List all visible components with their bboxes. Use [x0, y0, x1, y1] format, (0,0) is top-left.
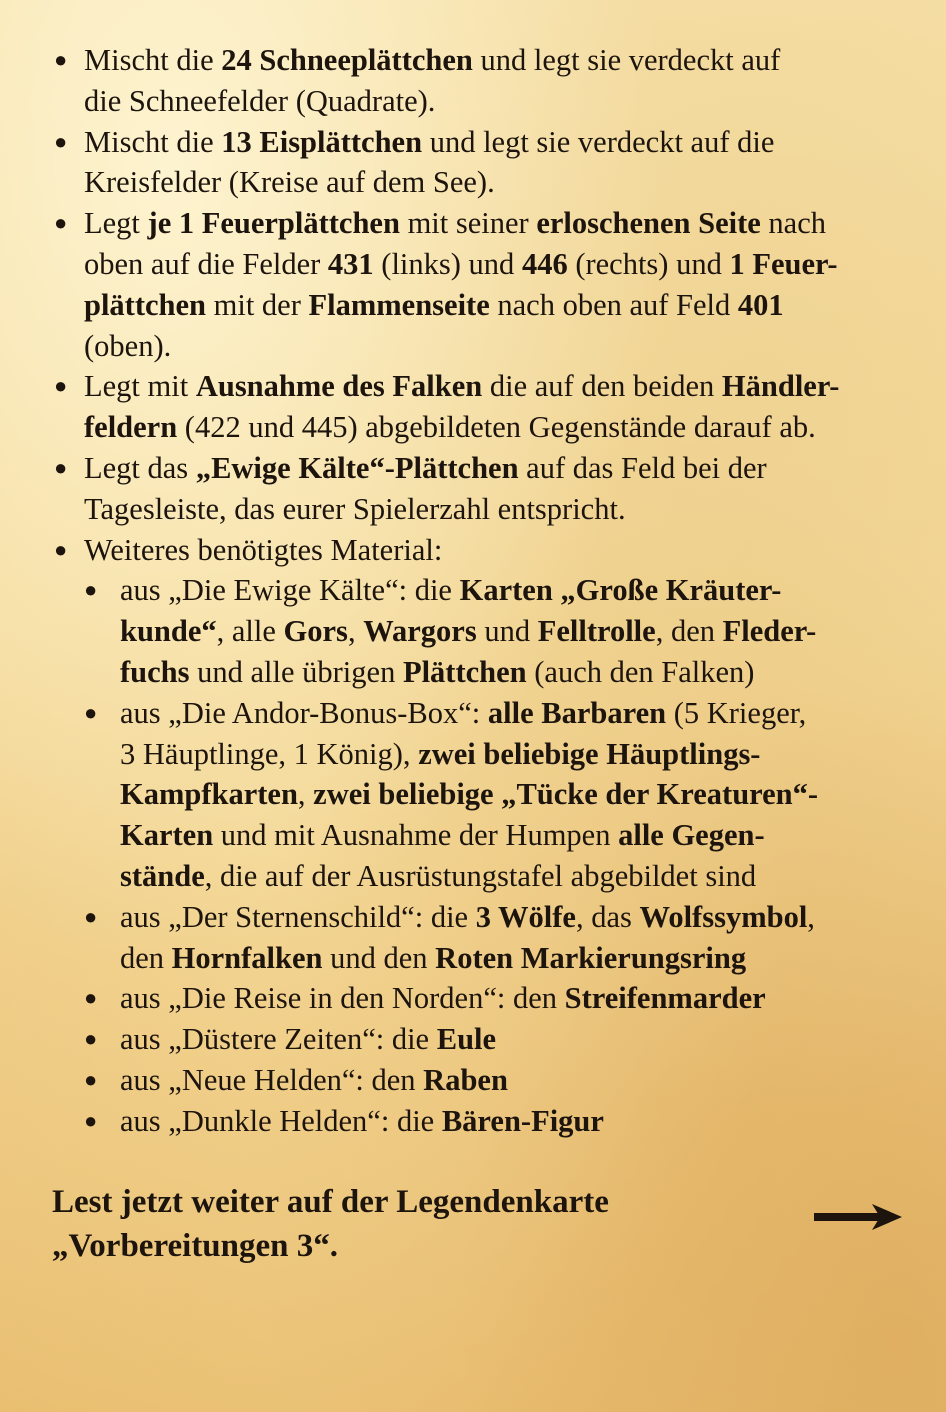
text-run: mit seiner — [399, 206, 537, 241]
bold-term: Wolfssymbol — [639, 899, 808, 934]
text-run: aus „Neue Helden“: den — [120, 1062, 424, 1097]
text-run: , — [347, 614, 364, 649]
bullet-icon: ● — [54, 210, 68, 236]
bold-term: fuchs — [120, 654, 190, 689]
bold-term: je 1 Feuerplättchen — [147, 206, 400, 241]
list-item — [52, 448, 922, 530]
text-run: aus „Die Ewige Kälte“: die — [120, 573, 460, 608]
bold-term: 24 Schneeplättchen — [221, 43, 473, 77]
text-run: mit der — [206, 287, 309, 322]
text-run: aus „Die Reise in den Norden“: den — [120, 981, 565, 1016]
text-run: , — [297, 777, 314, 812]
bullet-icon: ● — [84, 577, 98, 603]
bullet-icon: ● — [54, 128, 68, 154]
text-run: aus „Dunkle Helden“: die — [120, 1103, 442, 1138]
bold-term: zwei beliebige Häuptlings- — [418, 736, 761, 771]
list-item — [52, 530, 922, 1142]
bold-term: Kampfkarten — [120, 777, 298, 812]
continue-line-2: „Vorbereitungen 3“. — [52, 1228, 339, 1264]
bold-term: Felltrolle — [537, 614, 656, 649]
list-item — [52, 366, 922, 448]
bullet-icon: ● — [84, 985, 98, 1011]
bullet-icon: ● — [84, 1026, 98, 1052]
sub-list-item — [84, 1019, 922, 1060]
text-run: Weiteres benötigtes Material: — [84, 532, 443, 567]
list-item-text — [84, 203, 922, 366]
text-run: (oben). — [84, 328, 172, 363]
bold-term: 446 — [521, 246, 568, 281]
sub-list-item-text — [120, 978, 922, 1019]
text-run: die Schneefelder (Quadrate). — [84, 83, 436, 118]
bold-term: kunde“ — [120, 614, 217, 649]
bold-term: 13 Eisplättchen — [221, 124, 423, 159]
bold-term: Flammenseite — [308, 287, 490, 322]
bold-term: plättchen — [84, 287, 206, 322]
bold-term: Roten Markierungsring — [435, 940, 747, 975]
bold-term: feldern — [84, 410, 178, 445]
text-run: oben auf die Felder — [84, 246, 328, 281]
sub-list-item-text — [120, 1019, 922, 1060]
bold-term: Karten — [120, 818, 214, 853]
bullet-icon: ● — [84, 1066, 98, 1092]
text-run: , die auf der Ausrüstungstafel abgebildet sind — [204, 858, 757, 893]
bold-term: 401 — [737, 287, 784, 322]
list-item — [52, 122, 922, 204]
bold-term: Raben — [423, 1062, 508, 1097]
list-item-text — [84, 122, 922, 204]
list-item — [52, 40, 922, 122]
continue-instruction — [52, 1180, 772, 1268]
bold-term: Bären-Figur — [441, 1103, 604, 1138]
text-run: 3 Häuptlinge, 1 König), — [120, 736, 419, 771]
list-item-text — [84, 448, 922, 530]
text-run: , alle — [216, 614, 284, 649]
bold-term: Gors — [283, 614, 348, 649]
sub-list-item — [84, 897, 922, 979]
text-run: (rechts) und — [567, 246, 730, 281]
text-run: Tagesleiste, das eurer Spielerzahl entspricht. — [84, 491, 626, 526]
text-run: und mit Ausnahme der Humpen — [213, 818, 619, 853]
sub-list-item — [84, 1060, 922, 1101]
bold-term: Plättchen — [402, 654, 527, 689]
sub-list-item — [84, 693, 922, 897]
text-run: aus „Der Sternenschild“: die — [120, 899, 476, 934]
text-run: und legt sie verdeckt auf die — [422, 124, 775, 159]
bullet-icon: ● — [84, 903, 98, 929]
text-run: aus „Düstere Zeiten“: die — [120, 1022, 437, 1057]
continue-line-1: Lest jetzt weiter auf der Legendenkarte — [52, 1184, 609, 1220]
sub-list-item — [84, 1101, 922, 1142]
setup-instructions-list — [52, 40, 922, 1142]
bold-term: 431 — [327, 246, 374, 281]
sub-list-item — [84, 570, 922, 692]
text-run: Legt das — [84, 450, 196, 485]
text-run: Legt — [84, 206, 148, 241]
bullet-icon: ● — [54, 536, 68, 562]
text-run: (links) und — [373, 246, 522, 281]
bold-term: Wargors — [363, 614, 477, 649]
text-run: und den — [322, 940, 436, 975]
text-run: , den — [655, 614, 723, 649]
text-run: auf das Feld bei der — [518, 450, 767, 485]
sub-list-item-text — [120, 1101, 922, 1142]
sub-list-item-text — [120, 570, 922, 692]
list-item-text — [84, 366, 922, 448]
text-run: Mischt die — [84, 124, 222, 159]
bold-term: Händler- — [721, 369, 840, 404]
text-run: (422 und 445) abgebildeten Gegenstände darauf ab. — [177, 410, 816, 445]
text-run: , — [807, 899, 815, 934]
bold-term: stände — [120, 858, 205, 893]
text-run: die auf den beiden — [482, 369, 722, 404]
material-sublist — [84, 570, 922, 1141]
text-run: Kreisfelder (Kreise auf dem See). — [84, 165, 495, 200]
list-item-text — [84, 40, 922, 122]
bold-term: Fleder- — [722, 614, 817, 649]
bullet-icon: ● — [84, 1107, 98, 1133]
text-run: nach — [760, 206, 826, 241]
text-run: aus „Die Andor-Bonus-Box“: — [120, 695, 488, 730]
sub-list-item-text — [120, 897, 922, 979]
list-item — [52, 203, 922, 366]
text-run: , das — [575, 899, 640, 934]
sub-list-item-text — [120, 1060, 922, 1101]
text-run: nach oben auf Feld — [489, 287, 738, 322]
bold-term: 1 Feuer- — [729, 246, 838, 281]
text-run: den — [120, 940, 172, 975]
text-run: und — [476, 614, 538, 649]
sub-list-item-text — [120, 693, 922, 897]
text-run: Mischt die — [84, 43, 222, 77]
bullet-icon: ● — [54, 47, 68, 72]
arrow-right-icon — [814, 1203, 902, 1231]
bullet-icon: ● — [54, 454, 68, 480]
bold-term: Ausnahme des Falken — [195, 369, 483, 404]
bold-term: zwei beliebige „Tücke der Kreaturen“- — [313, 777, 819, 812]
bold-term: erloschenen Seite — [536, 206, 761, 241]
bold-term: 3 Wölfe — [475, 899, 576, 934]
sub-list-item — [84, 978, 922, 1019]
bold-term: alle Gegen- — [618, 818, 765, 853]
bold-term: „Ewige Kälte“-Plättchen — [195, 450, 519, 485]
bullet-icon: ● — [84, 699, 98, 725]
bullet-icon: ● — [54, 373, 68, 399]
text-run: (auch den Falken) — [526, 654, 755, 689]
bold-term: Karten „Große Kräuter- — [459, 573, 782, 608]
text-run: und legt sie verdeckt auf — [472, 43, 781, 77]
text-run: (5 Krieger, — [666, 695, 807, 730]
bold-term: Streifenmarder — [564, 981, 766, 1016]
bold-term: alle Barbaren — [487, 695, 667, 730]
text-run: Legt mit — [84, 369, 196, 404]
list-item-text — [84, 530, 922, 571]
text-run: und alle übrigen — [189, 654, 403, 689]
bold-term: Eule — [436, 1022, 497, 1057]
bold-term: Hornfalken — [171, 940, 323, 975]
